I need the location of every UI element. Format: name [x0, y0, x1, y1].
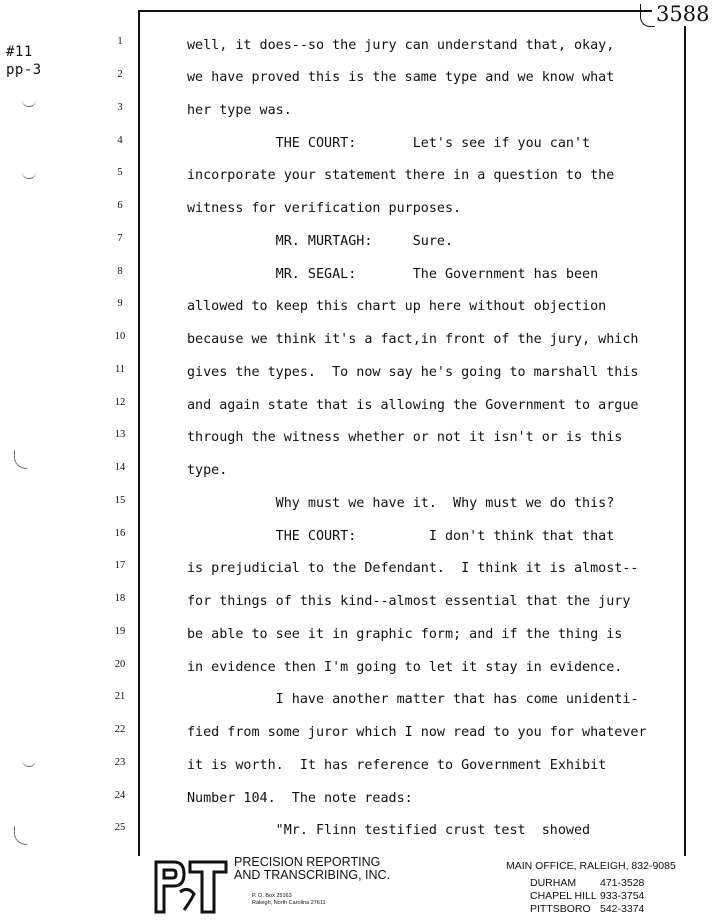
- line-number: 16: [114, 528, 126, 539]
- address-line2: Raleigh, North Carolina 27611: [252, 900, 326, 906]
- transcript-line: "Mr. Flinn testified crust test showed: [187, 823, 591, 838]
- company-logo: [150, 858, 230, 914]
- transcript-line: MR. MURTAGH: Sure.: [187, 234, 454, 249]
- margin-mark: [22, 756, 36, 767]
- transcript-line: fied from some juror which I now read to you for whatever: [187, 725, 647, 740]
- margin-bracket: [14, 450, 27, 469]
- line-number: 14: [114, 462, 126, 473]
- line-number: 25: [114, 822, 126, 833]
- office-phone: 933-3754: [600, 890, 645, 902]
- transcript-line: gives the types. To now say he's going to marshall this: [187, 365, 639, 380]
- office-phone: 471-3528: [600, 877, 645, 889]
- transcript-line: is prejudicial to the Defendant. I think it is almost--: [187, 561, 639, 576]
- page-number: 3588: [652, 2, 713, 26]
- transcript-line: allowed to keep this chart up here without objection: [187, 299, 607, 314]
- transcript-line: it is worth. It has reference to Government Exhibit: [187, 758, 607, 773]
- transcript-line: type.: [187, 463, 228, 478]
- transcript-line: because we think it's a fact,in front of the jury, which: [187, 332, 639, 347]
- office-city: DURHAM: [530, 877, 577, 889]
- line-number: 19: [114, 626, 126, 637]
- transcript-line: Why must we have it. Why must we do this?: [187, 496, 615, 511]
- line-number: 23: [114, 757, 126, 768]
- transcript-line: be able to see it in graphic form; and if the thing is: [187, 627, 623, 642]
- line-number: 22: [114, 724, 126, 735]
- transcript-line: Number 104. The note reads:: [187, 791, 413, 806]
- transcript-line: MR. SEGAL: The Government has been: [187, 267, 599, 282]
- line-number: 12: [114, 397, 126, 408]
- transcript-line: THE COURT: Let's see if you can't: [187, 136, 591, 151]
- margin-mark: [22, 168, 36, 179]
- line-number: 6: [117, 200, 123, 211]
- line-number: 17: [114, 560, 126, 571]
- line-number: 11: [114, 364, 126, 375]
- line-number: 4: [117, 135, 123, 146]
- transcript-line: witness for verification purposes.: [187, 201, 462, 216]
- transcript-line: in evidence then I'm going to let it stay in evidence.: [187, 660, 623, 675]
- margin-note-pages: pp-3: [6, 62, 42, 78]
- office-phone: 542-3374: [600, 903, 645, 915]
- office-city: PITTSBORO: [530, 903, 591, 915]
- line-number: 8: [117, 266, 123, 277]
- line-number: 9: [117, 298, 123, 309]
- margin-note-exhibit: #11: [6, 44, 33, 60]
- company-name: [234, 856, 390, 882]
- transcript-line: and again state that is allowing the Government to argue: [187, 398, 639, 413]
- line-number: 5: [117, 167, 123, 178]
- margin-bracket: [14, 826, 27, 845]
- main-office: MAIN OFFICE, RALEIGH, 832-9085: [506, 860, 676, 872]
- line-number: 24: [114, 790, 126, 801]
- line-number: 15: [114, 495, 126, 506]
- transcript-line: THE COURT: I don't think that that: [187, 529, 615, 544]
- line-number: 7: [117, 233, 123, 244]
- line-number: 10: [114, 331, 126, 342]
- line-number: 18: [114, 593, 126, 604]
- office-city: CHAPEL HILL: [530, 890, 597, 902]
- company-address: [252, 893, 326, 907]
- margin-mark: [22, 96, 36, 107]
- address-line1: P. O. Box 25163: [252, 893, 292, 899]
- transcript-line: I have another matter that has come unidenti-: [187, 692, 639, 707]
- company-name-line1: PRECISION REPORTING: [234, 855, 381, 869]
- company-name-line2: AND TRANSCRIBING, INC.: [234, 868, 391, 882]
- transcript-line: her type was.: [187, 103, 292, 118]
- line-number: 13: [114, 429, 126, 440]
- transcript-line: for things of this kind--almost essential that the jury: [187, 594, 631, 609]
- transcript-line: we have proved this is the same type and we know what: [187, 70, 615, 85]
- transcript-line: through the witness whether or not it isn't or is this: [187, 430, 623, 445]
- transcript-line: well, it does--so the jury can understand that, okay,: [187, 38, 615, 53]
- line-number: 2: [117, 69, 123, 80]
- line-number: 21: [114, 691, 126, 702]
- transcript-line: incorporate your statement there in a question to the: [187, 168, 615, 183]
- line-number: 1: [117, 36, 123, 47]
- line-number: 20: [114, 659, 126, 670]
- line-number: 3: [117, 102, 123, 113]
